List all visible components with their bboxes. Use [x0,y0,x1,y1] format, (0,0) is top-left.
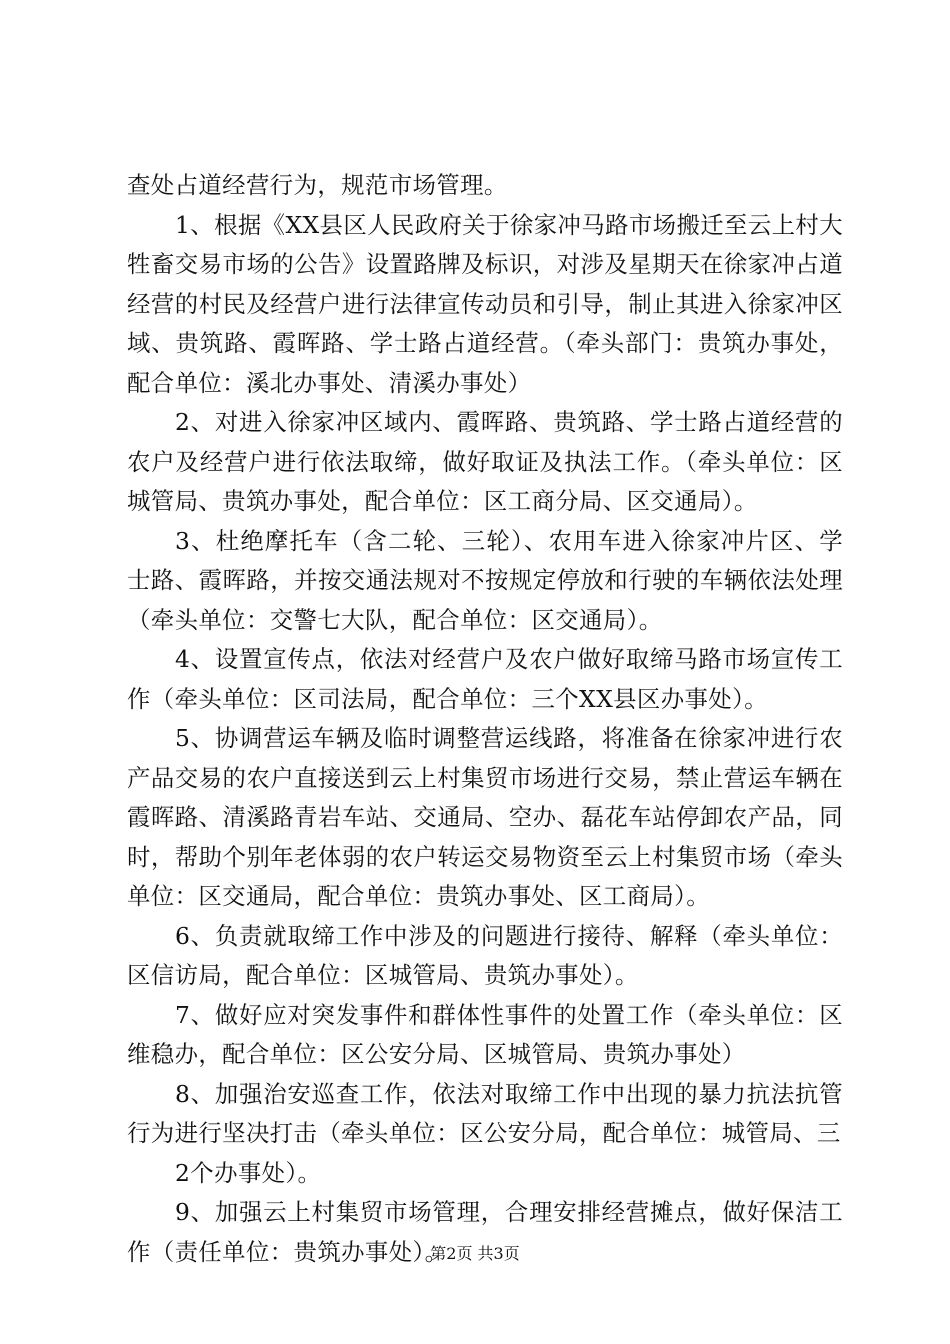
document-body [127,166,843,1272]
paragraph-item-8-continuation: 2个办事处）。 [175,1158,322,1187]
page-footer [0,1244,950,1264]
paragraph-item-2: 2、对进入徐家冲区域内、霞晖路、贵筑路、学士路占道经营的农户及经营户进行依法取缔，做好取证及执法工作。（牵头单位：区城管局、贵筑办事处，配合单位：区工商分局、区交通局）。 [127,408,843,515]
paragraph-item-9: 9、加强云上村集贸市场管理，合理安排经营摊点，做好保洁工作（责任单位：贵筑办事处）。 [127,1198,843,1266]
paragraph-item-8: 8、加强治安巡查工作，依法对取缔工作中出现的暴力抗法抗管行为进行坚决打击（牵头单位：区公安分局，配合单位：城管局、三 [127,1079,843,1147]
paragraph-item-5: 5、协调营运车辆及临时调整营运线路，将准备在徐家冲进行农产品交易的农户直接送到云上村集贸市场进行交易，禁止营运车辆在霞晖路、清溪路青岩车站、交通局、空办、磊花车站停卸农产品，同时，帮助个别年老体弱的农户转运交易物资至云上村集贸市场（牵头单位：区交通局，配合单位：贵筑办事处、区工商局）。 [127,724,843,910]
paragraph-item-3: 3、杜绝摩托车（含二轮、三轮）、农用车进入徐家冲片区、学士路、霞晖路，并按交通法规对不按规定停放和行驶的车辆依法处理（牵头单位：交警七大队，配合单位：区交通局）。 [127,526,843,634]
paragraph-item-4: 4、设置宣传点，依法对经营户及农户做好取缔马路市场宣传工作（牵头单位：区司法局，配合单位：三个XX县区办事处）。 [127,645,843,713]
page-number: 第2页 共3页 [430,1244,520,1263]
paragraph-item-1: 1、根据《XX县区人民政府关于徐家冲马路市场搬迁至云上村大牲畜交易市场的公告》设置路牌及标识，对涉及星期天在徐家冲占道经营的村民及经营户进行法律宣传动员和引导，制止其进入徐家冲区域、贵筑路、霞晖路、学士路占道经营。（牵头部门：贵筑办事处，配合单位：溪北办事处、清溪办事处） [127,210,843,397]
paragraph-item-6: 6、负责就取缔工作中涉及的问题进行接待、解释（牵头单位：区信访局，配合单位：区城管局、贵筑办事处）。 [127,921,843,989]
paragraph-continuation: 查处占道经营行为，规范市场管理。 [127,171,508,199]
paragraph-item-7: 7、做好应对突发事件和群体性事件的处置工作（牵头单位：区维稳办，配合单位：区公安分局、区城管局、贵筑办事处） [127,1000,843,1068]
